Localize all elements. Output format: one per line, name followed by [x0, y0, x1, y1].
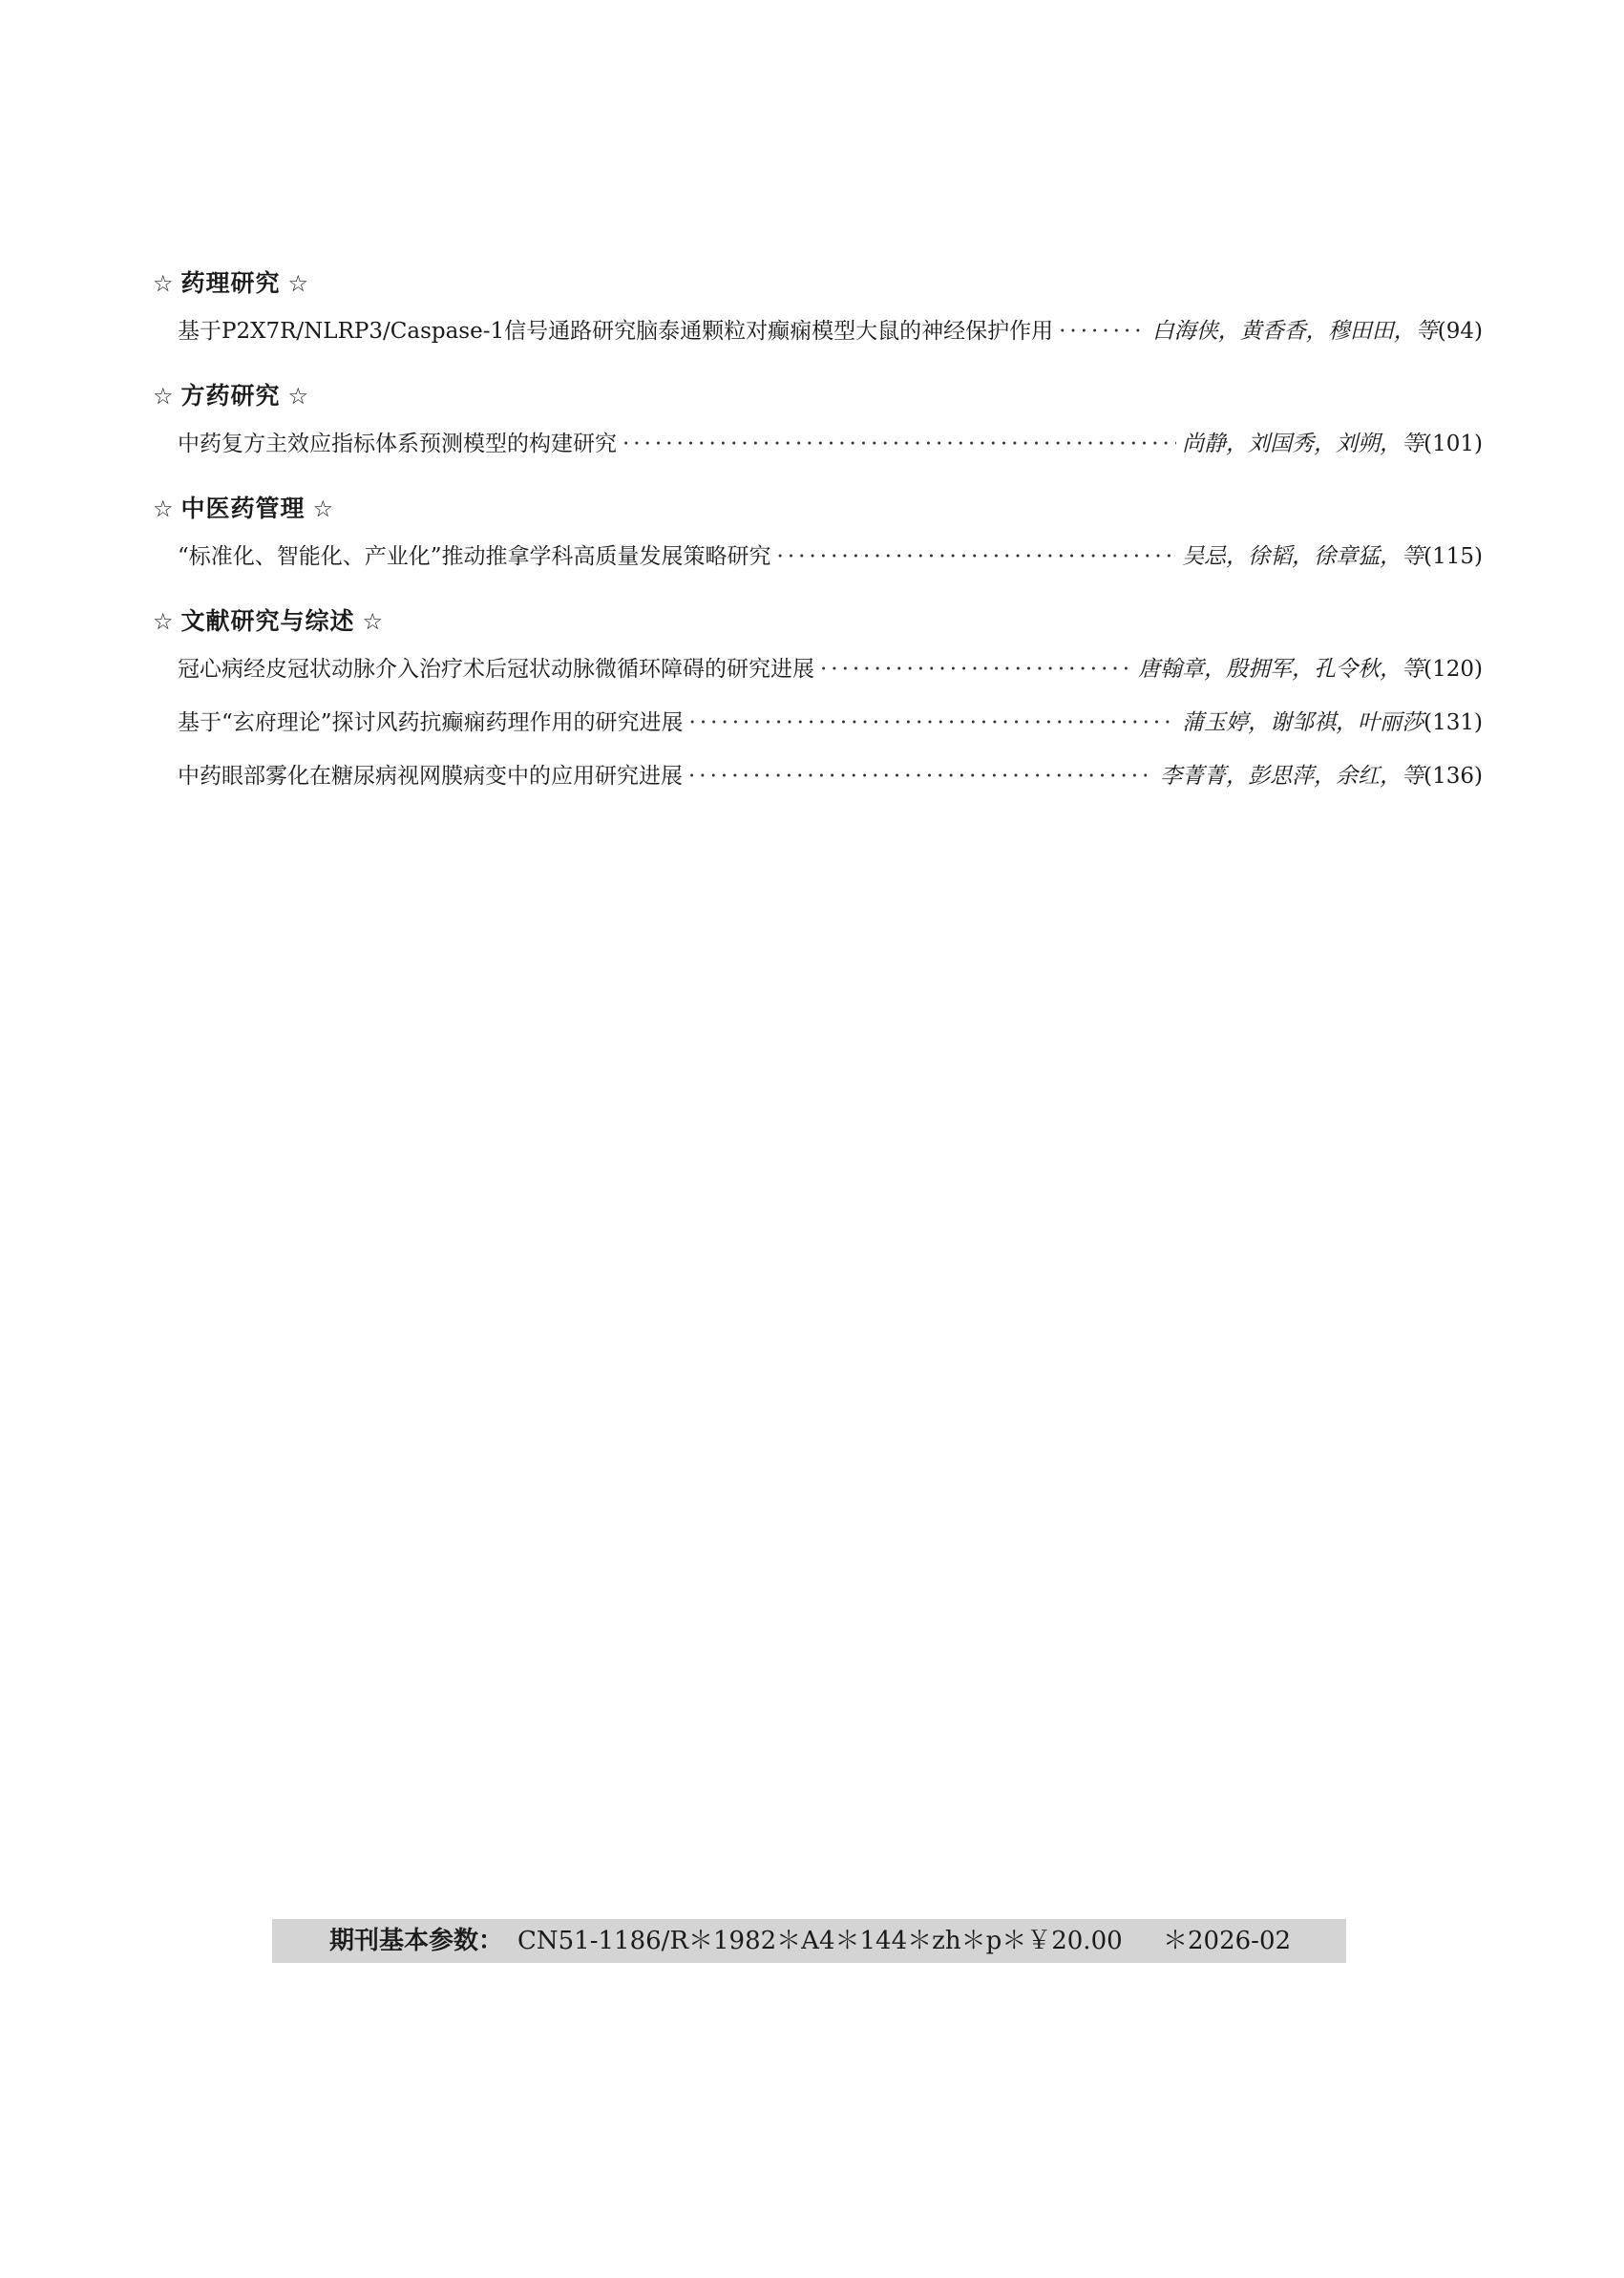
star-icon: ☆ — [153, 270, 174, 297]
page-number: (115) — [1424, 544, 1483, 569]
section-heading — [153, 375, 1483, 417]
dot-leader — [689, 696, 1177, 749]
section-title: 药理研究 — [180, 269, 281, 297]
table-of-contents — [153, 263, 1483, 820]
article-authors: 白海侠，黄香香，穆田田，等 — [1151, 319, 1438, 344]
section-title: 文献研究与综述 — [180, 607, 355, 635]
star-icon: ☆ — [153, 496, 174, 522]
parameters-label: 期刊基本参数： — [329, 1927, 504, 1955]
article-authors: 唐翰章，殷拥军，孔令秋，等 — [1138, 657, 1424, 682]
article-authors: 李菁菁，彭思萍，余红，等 — [1160, 764, 1424, 789]
dot-leader — [688, 749, 1154, 803]
page-number: (131) — [1424, 710, 1483, 735]
toc-entry[interactable] — [178, 417, 1483, 471]
star-icon: ☆ — [287, 270, 309, 297]
star-icon: ☆ — [362, 608, 384, 635]
dot-leader — [777, 530, 1177, 583]
toc-section-literature-review — [153, 601, 1483, 803]
page-number: (94) — [1437, 319, 1483, 344]
toc-section-management — [153, 488, 1483, 583]
article-authors: 尚静，刘国秀，刘朔，等 — [1182, 432, 1424, 456]
section-heading — [153, 263, 1483, 305]
toc-section-formula — [153, 375, 1483, 471]
dot-leader — [622, 417, 1176, 471]
star-icon: ☆ — [312, 496, 334, 522]
article-title: 中药眼部雾化在糖尿病视网膜病变中的应用研究进展 — [178, 764, 683, 789]
section-title: 方药研究 — [180, 382, 281, 410]
section-title: 中医药管理 — [180, 495, 306, 522]
toc-entry[interactable] — [178, 530, 1483, 583]
article-title: 冠心病经皮冠状动脉介入治疗术后冠状动脉微循环障碍的研究进展 — [178, 657, 814, 682]
toc-entry[interactable] — [178, 305, 1483, 358]
dot-leader — [1059, 305, 1147, 358]
article-title: 中药复方主效应指标体系预测模型的构建研究 — [178, 432, 617, 456]
parameters-value: CN51-1186/R＊1982＊A4＊144＊zh＊p＊￥20.00 — [517, 1927, 1123, 1955]
journal-parameters-bar — [272, 1919, 1346, 1963]
article-title: “标准化、智能化、产业化”推动推拿学科高质量发展策略研究 — [178, 544, 771, 569]
toc-entry[interactable] — [178, 749, 1483, 803]
page-number: (101) — [1424, 432, 1483, 456]
toc-section-pharmacology — [153, 263, 1483, 358]
star-icon: ☆ — [153, 608, 174, 635]
section-heading — [153, 488, 1483, 530]
page-number: (136) — [1424, 764, 1483, 789]
star-icon: ☆ — [287, 383, 309, 410]
article-authors: 蒲玉婷，谢邹祺，叶丽莎 — [1182, 710, 1424, 735]
toc-entry[interactable] — [178, 643, 1483, 696]
toc-entry[interactable] — [178, 696, 1483, 749]
issue-code: ＊2026-02 — [1163, 1927, 1292, 1955]
page-number: (120) — [1424, 657, 1483, 682]
article-title: 基于P2X7R/NLRP3/Caspase-1信号通路研究脑泰通颗粒对癫痫模型大鼠的神经保护作用 — [178, 319, 1054, 344]
dot-leader — [820, 643, 1132, 696]
section-heading — [153, 601, 1483, 643]
article-title: 基于“玄府理论”探讨风药抗癫痫药理作用的研究进展 — [178, 710, 684, 735]
star-icon: ☆ — [153, 383, 174, 410]
article-authors: 吴忌，徐韬，徐章猛，等 — [1182, 544, 1424, 569]
